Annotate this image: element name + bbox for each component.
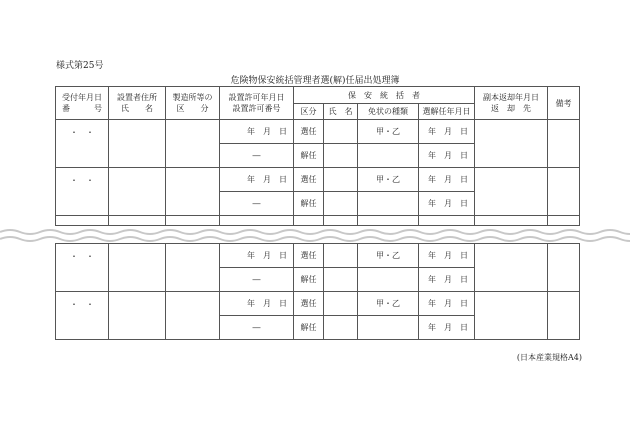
received-date-cell: ・ ・ (56, 244, 109, 292)
installer-cell (109, 120, 166, 168)
copy-return-cell (475, 168, 548, 216)
table-row (56, 168, 580, 192)
remarks-cell (548, 292, 580, 340)
facility-cell (166, 120, 220, 168)
header-supervisor-group: 保 安 統 括 者 (294, 87, 475, 104)
installer-cell (109, 292, 166, 340)
table-row (56, 216, 580, 226)
copy-return-cell (475, 120, 548, 168)
license-cell: 甲・乙 (358, 168, 419, 192)
name-cell (324, 168, 358, 192)
header-copy-return-date-label: 副本返却年月日 (483, 93, 539, 102)
header-appoint-date: 選解任年月日 (419, 104, 475, 120)
header-permit-date-label: 設置許可年月日 (228, 93, 285, 102)
dismiss-date-cell: 年 月 日 (419, 144, 475, 168)
received-date-cell: ・ ・ (56, 292, 109, 340)
dismiss-cell: 解任 (294, 192, 324, 216)
facility-cell (166, 244, 220, 292)
name-cell (324, 144, 358, 168)
license-cell: 甲・乙 (358, 292, 419, 316)
remarks-cell (548, 168, 580, 216)
license-cell (358, 144, 419, 168)
appoint-cell: 選任 (294, 168, 324, 192)
received-date-cell: ・ ・ (56, 120, 109, 168)
header-copy-return-to-label: 返 却 先 (491, 104, 531, 113)
permit-number-cell: ― (220, 144, 294, 168)
table-row (56, 292, 580, 316)
installer-cell (109, 244, 166, 292)
installer-cell (109, 168, 166, 216)
dismiss-cell: 解任 (294, 316, 324, 340)
dismiss-date-cell: 年 月 日 (419, 268, 475, 292)
dismiss-date-cell: 年 月 日 (419, 316, 475, 340)
license-cell (358, 316, 419, 340)
permit-date-cell: 年 月 日 (220, 168, 294, 192)
license-cell (358, 192, 419, 216)
appoint-date-cell: 年 月 日 (419, 120, 475, 144)
form-number: 様式第25号 (56, 61, 104, 71)
dismiss-cell: 解任 (294, 144, 324, 168)
header-number-label: 番 号 (62, 104, 102, 113)
appoint-cell: 選任 (294, 244, 324, 268)
license-cell (358, 268, 419, 292)
appoint-cell: 選任 (294, 292, 324, 316)
copy-return-cell (475, 292, 548, 340)
name-cell (324, 244, 358, 268)
appoint-date-cell: 年 月 日 (419, 168, 475, 192)
appoint-cell: 選任 (294, 120, 324, 144)
document-title: 危険物保安統括管理者選(解)任届出処理簿 (230, 76, 400, 86)
header-installer-address-label: 設置者住所 (117, 93, 157, 102)
register-table-top (55, 86, 580, 226)
name-cell (324, 292, 358, 316)
header-received-date (56, 87, 109, 120)
header-received-date-label: 受付年月日 (62, 93, 102, 102)
appoint-date-cell: 年 月 日 (419, 292, 475, 316)
table-row (56, 120, 580, 144)
facility-cell (166, 168, 220, 216)
register-table-bottom (55, 243, 580, 340)
header-installer (109, 87, 166, 120)
header-permit (220, 87, 294, 120)
header-permit-number-label: 設置許可番号 (232, 104, 281, 113)
dismiss-cell: 解任 (294, 268, 324, 292)
header-name: 氏 名 (324, 104, 358, 120)
permit-date-cell: 年 月 日 (220, 292, 294, 316)
table-row (56, 244, 580, 268)
header-kubun: 区分 (294, 104, 324, 120)
header-facility (166, 87, 220, 120)
name-cell (324, 316, 358, 340)
name-cell (324, 268, 358, 292)
permit-number-cell: ― (220, 192, 294, 216)
section-break-wave (0, 226, 630, 244)
license-cell: 甲・乙 (358, 244, 419, 268)
facility-cell (166, 292, 220, 340)
permit-date-cell: 年 月 日 (220, 244, 294, 268)
permit-number-cell: ― (220, 316, 294, 340)
dismiss-date-cell: 年 月 日 (419, 192, 475, 216)
header-license-type: 免状の種類 (358, 104, 419, 120)
appoint-date-cell: 年 月 日 (419, 244, 475, 268)
header-installer-name-label: 氏 名 (121, 104, 153, 113)
license-cell: 甲・乙 (358, 120, 419, 144)
footer-paper-size-note: (日本産業規格A4) (516, 353, 582, 362)
remarks-cell (548, 244, 580, 292)
permit-number-cell: ― (220, 268, 294, 292)
header-copy-return (475, 87, 548, 120)
received-date-cell: ・ ・ (56, 168, 109, 216)
permit-date-cell: 年 月 日 (220, 120, 294, 144)
header-facility-kind-label: 区 分 (176, 104, 209, 113)
remarks-cell (548, 120, 580, 168)
header-facility-label: 製造所等の (172, 93, 213, 102)
name-cell (324, 192, 358, 216)
copy-return-cell (475, 244, 548, 292)
name-cell (324, 120, 358, 144)
header-remarks: 備考 (548, 87, 580, 120)
